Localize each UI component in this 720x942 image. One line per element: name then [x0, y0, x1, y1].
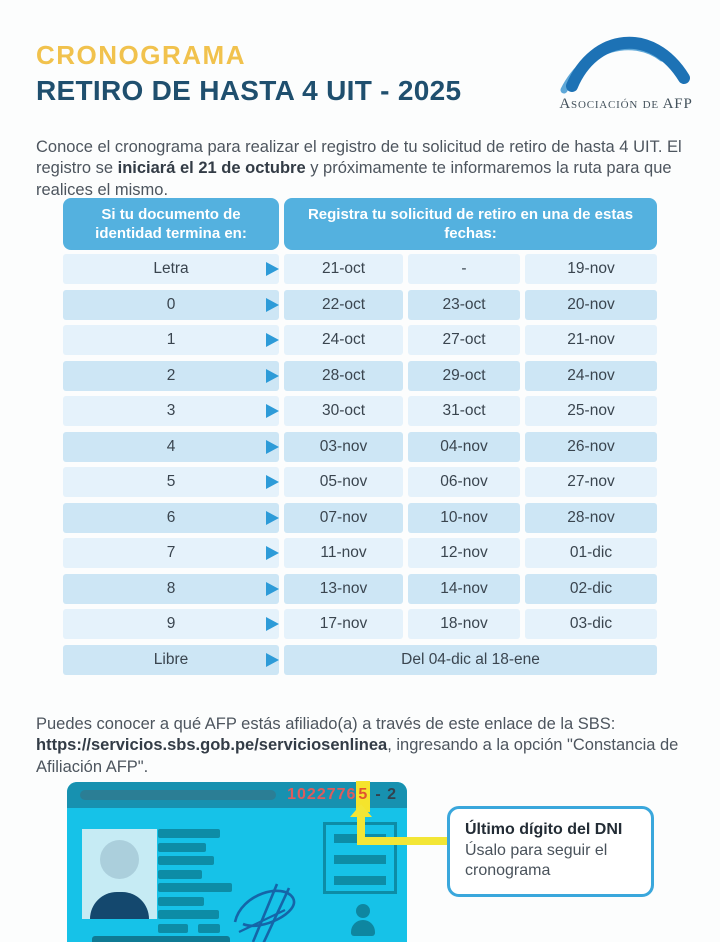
text-line-bar: [158, 856, 214, 865]
digit-cell: 3: [63, 396, 279, 426]
date-cell: 30-oct: [284, 396, 403, 426]
dni-illustration: [0, 780, 720, 942]
intro-text-after: y próximamente te informaremos la ruta para que realices el mismo.: [36, 159, 672, 199]
sbs-note: [36, 714, 696, 779]
mini-head-shape: [356, 904, 370, 918]
date-cell: 28-nov: [525, 503, 657, 533]
text-line-bar: [158, 910, 219, 919]
sbs-link[interactable]: https://servicios.sbs.gob.pe/serviciosenlinea: [36, 736, 388, 754]
table-row: [63, 609, 657, 639]
intro-paragraph: [36, 137, 690, 202]
signature-icon: [227, 880, 307, 942]
date-cell: 20-nov: [525, 290, 657, 320]
digit-cell: 0: [63, 290, 279, 320]
dni-number: [287, 786, 397, 804]
dni-last-digit-highlight: 5: [356, 781, 370, 812]
panel-bar: [334, 855, 386, 864]
arrow-right-icon: [266, 546, 279, 560]
photo-head-shape: [100, 840, 139, 879]
table-row: [63, 325, 657, 355]
table-header-row: [63, 198, 657, 250]
afp-logo-text: Asociación de AFP: [559, 96, 693, 112]
text-line-bar: [158, 897, 204, 906]
sbs-text-before: Puedes conocer a qué AFP estás afiliado(a) a través de este enlace de la SBS:: [36, 714, 616, 733]
date-cell: 17-nov: [284, 609, 403, 639]
table-row: [63, 396, 657, 426]
arrow-right-icon: [266, 475, 279, 489]
date-cell: 18-nov: [408, 609, 520, 639]
date-cell: 31-oct: [408, 396, 520, 426]
arrow-right-icon: [266, 262, 279, 276]
id-text-lines: [158, 829, 232, 942]
arrow-right-icon: [266, 333, 279, 347]
mini-body-shape: [351, 920, 375, 936]
date-cell: 23-oct: [408, 290, 520, 320]
arrow-right-icon: [266, 511, 279, 525]
photo-shoulders-shape: [90, 892, 149, 919]
afp-arcs-icon: [556, 24, 696, 94]
date-cell: 19-nov: [525, 254, 657, 284]
date-cell: 04-nov: [408, 432, 520, 462]
table-row: [63, 503, 657, 533]
arrow-right-icon: [266, 369, 279, 383]
arrow-right-icon: [266, 404, 279, 418]
date-cell: 12-nov: [408, 538, 520, 568]
card-bottom-bar: [92, 936, 230, 942]
date-cell: -: [408, 254, 520, 284]
last-digit-callout: [447, 806, 654, 897]
dni-number-prefix: 1022776: [287, 786, 357, 803]
date-cell: 27-oct: [408, 325, 520, 355]
table-row: [63, 645, 657, 675]
intro-text-before: Conoce el cronograma para realizar el registro de tu solicitud de retiro de hasta 4 UIT. El registro se: [36, 137, 682, 177]
intro-text-bold: iniciará el 21 de octubre: [117, 159, 306, 177]
date-cell: 28-oct: [284, 361, 403, 391]
callout-body: Úsalo para seguir el cronograma: [465, 842, 608, 879]
connector-horizontal-line: [357, 837, 450, 845]
text-line-bar: [158, 829, 220, 838]
table-header-digit: Si tu documento de identidad termina en:: [63, 198, 279, 250]
table-row: [63, 432, 657, 462]
callout-title: Último dígito del DNI: [465, 821, 623, 838]
text-line-bar: [158, 883, 232, 892]
text-line-bar: [198, 924, 220, 933]
digit-cell: 4: [63, 432, 279, 462]
date-cell: 03-nov: [284, 432, 403, 462]
text-line-bar: [158, 843, 206, 852]
table-row: [63, 574, 657, 604]
date-cell: 01-dic: [525, 538, 657, 568]
date-cell: 24-oct: [284, 325, 403, 355]
date-range-cell: Del 04-dic al 18-ene: [284, 645, 657, 675]
digit-cell: 9: [63, 609, 279, 639]
arrow-right-icon: [266, 617, 279, 631]
table-body: [63, 254, 657, 675]
digit-cell: 7: [63, 538, 279, 568]
page-title: RETIRO DE HASTA 4 UIT - 2025: [36, 75, 462, 106]
digit-cell: 6: [63, 503, 279, 533]
date-cell: 24-nov: [525, 361, 657, 391]
date-cell: 14-nov: [408, 574, 520, 604]
digit-cell: 2: [63, 361, 279, 391]
topbar-line-bar: [80, 790, 276, 800]
schedule-table: [63, 198, 657, 680]
masthead: [36, 40, 461, 107]
date-cell: 21-oct: [284, 254, 403, 284]
text-line-pair: [158, 924, 232, 938]
table-row: [63, 254, 657, 284]
secondary-photo-icon: [351, 904, 375, 936]
digit-cell: 1: [63, 325, 279, 355]
table-header-dates: Registra tu solicitud de retiro en una de estas fechas:: [284, 198, 657, 250]
date-cell: 29-oct: [408, 361, 520, 391]
date-cell: 22-oct: [284, 290, 403, 320]
date-cell: 11-nov: [284, 538, 403, 568]
date-cell: 27-nov: [525, 467, 657, 497]
afp-logo: [550, 24, 702, 113]
sbs-text-after: , ingresando a la opción "Constancia de Afiliación AFP".: [36, 736, 679, 776]
arrow-right-icon: [266, 653, 279, 667]
dni-number-suffix: - 2: [375, 786, 397, 803]
arrow-right-icon: [266, 298, 279, 312]
text-line-bar: [158, 870, 202, 879]
panel-bar: [334, 876, 386, 885]
arrow-right-icon: [266, 440, 279, 454]
date-cell: 26-nov: [525, 432, 657, 462]
date-cell: 10-nov: [408, 503, 520, 533]
table-row: [63, 467, 657, 497]
text-line-bar: [158, 924, 188, 933]
digit-cell: Letra: [63, 254, 279, 284]
digit-cell: 5: [63, 467, 279, 497]
digit-cell: 8: [63, 574, 279, 604]
table-row: [63, 290, 657, 320]
digit-cell: Libre: [63, 645, 279, 675]
date-cell: 13-nov: [284, 574, 403, 604]
id-photo-placeholder: [82, 829, 157, 919]
date-cell: 07-nov: [284, 503, 403, 533]
arrow-right-icon: [266, 582, 279, 596]
date-cell: 06-nov: [408, 467, 520, 497]
date-cell: 05-nov: [284, 467, 403, 497]
kicker-title: CRONOGRAMA: [36, 40, 246, 70]
date-cell: 02-dic: [525, 574, 657, 604]
date-cell: 25-nov: [525, 396, 657, 426]
table-row: [63, 538, 657, 568]
table-row: [63, 361, 657, 391]
date-cell: 21-nov: [525, 325, 657, 355]
date-cell: 03-dic: [525, 609, 657, 639]
